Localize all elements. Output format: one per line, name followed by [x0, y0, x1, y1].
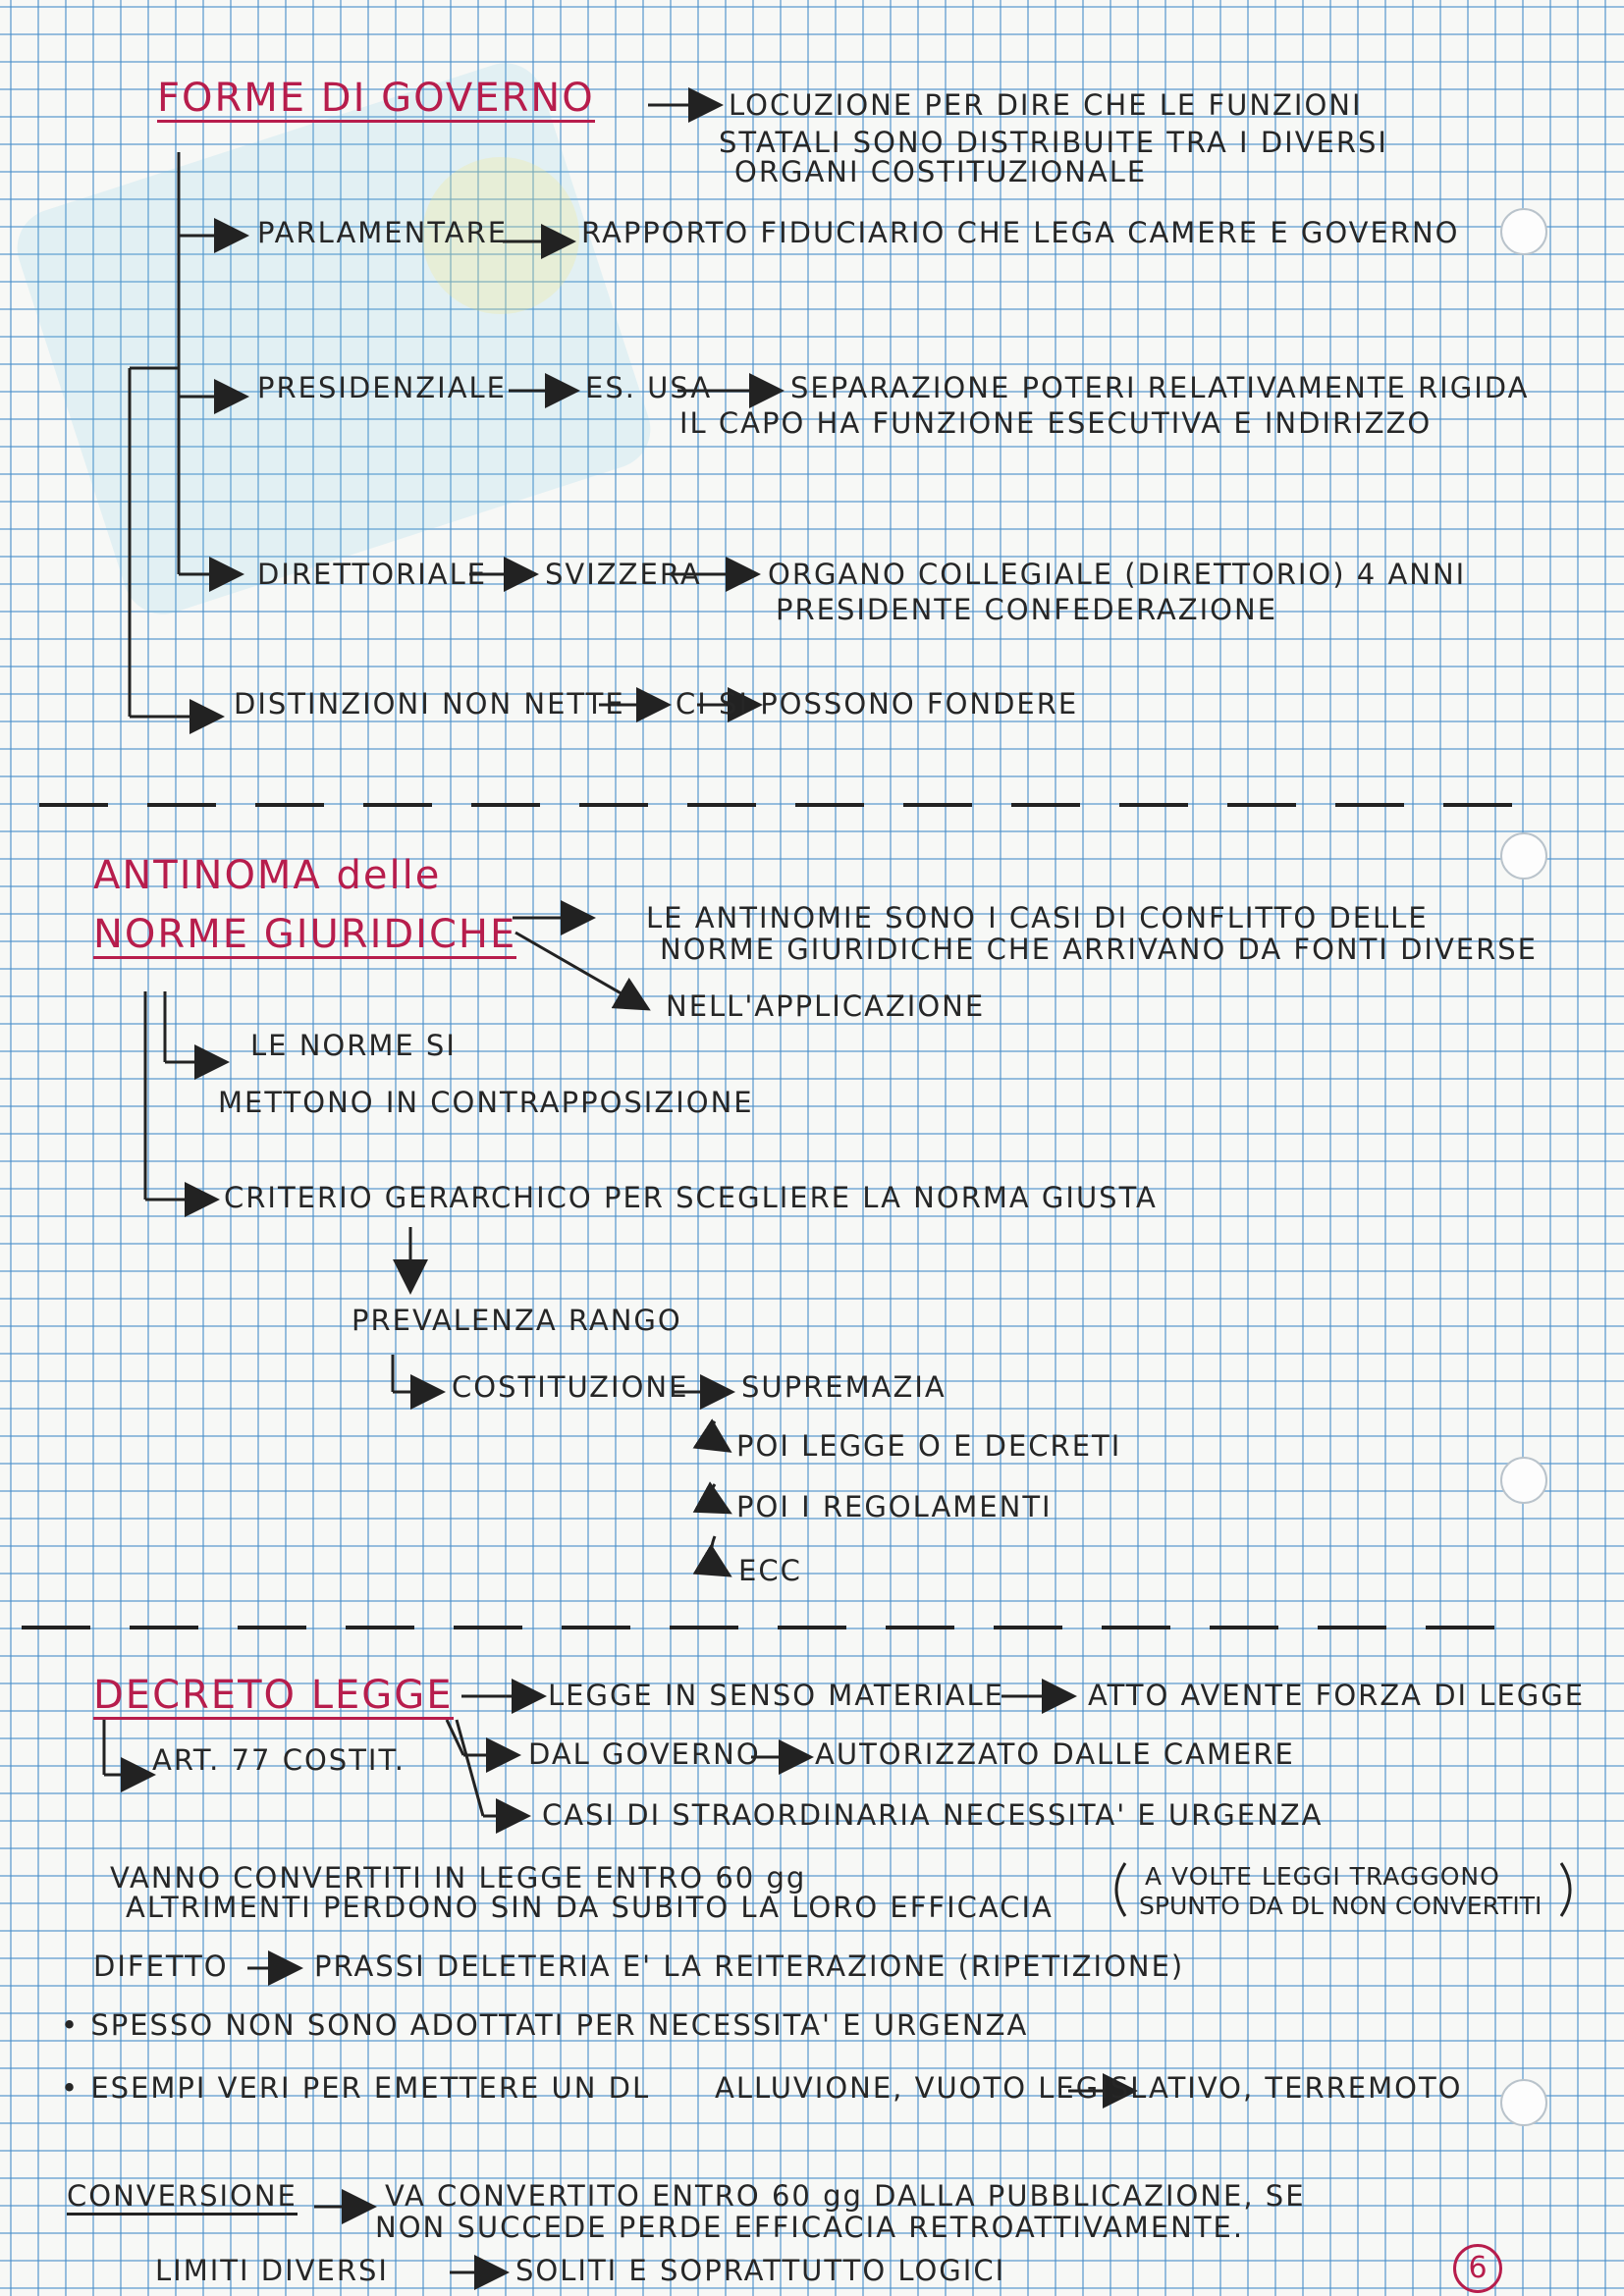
paren-note: A VOLTE LEGGI TRAGGONO — [1145, 1862, 1500, 1891]
limiti-description: SOLITI E SOPRATTUTTO LOGICI — [515, 2254, 1006, 2287]
branch-parlamentare: PARLAMENTARE — [257, 216, 509, 249]
difetto-description: PRASSI DELETERIA E' LA REITERAZIONE (RIPETIZIONE) — [314, 1949, 1185, 1983]
branch-presidenziale: PRESIDENZIALE — [257, 371, 508, 404]
branch-example: ES. USA — [585, 371, 713, 404]
section-title-norme-giuridiche: NORME GIURIDICHE — [93, 912, 517, 957]
section-title-antinoma: ANTINOMA delle — [93, 853, 442, 898]
branch-description: CI SI POSSONO FONDERE — [676, 687, 1079, 721]
article-ref: ART. 77 COSTIT. — [152, 1743, 406, 1777]
bullet-item: • ESEMPI VERI PER EMETTERE UN DL — [61, 2071, 651, 2105]
definition-line: LE ANTINOMIE SONO I CASI DI CONFLITTO DELLE — [646, 901, 1429, 934]
section-title-decreto-legge: DECRETO LEGGE — [93, 1673, 454, 1718]
rank-regolamenti: POI I REGOLAMENTI — [736, 1490, 1053, 1523]
limiti-label: LIMITI DIVERSI — [155, 2254, 389, 2287]
branch-description: PRESIDENTE CONFEDERAZIONE — [776, 593, 1278, 626]
paren-note: SPUNTO DA DL NON CONVERTITI — [1139, 1892, 1543, 1920]
definition-line: ATTO AVENTE FORZA DI LEGGE — [1088, 1679, 1586, 1712]
branch-distinzioni: DISTINZIONI NON NETTE — [234, 687, 625, 721]
difetto-label: DIFETTO — [93, 1949, 229, 1983]
branch-text: METTONO IN CONTRAPPOSIZIONE — [218, 1086, 754, 1119]
branch-description: RAPPORTO FIDUCIARIO CHE LEGA CAMERE E GOVERNO — [581, 216, 1460, 249]
definition-line: NELL'APPLICAZIONE — [666, 989, 986, 1023]
conversion-note: ALTRIMENTI PERDONO SIN DA SUBITO LA LORO EFFICACIA — [126, 1891, 1054, 1924]
conversione-label: CONVERSIONE — [67, 2181, 298, 2216]
section-title-forme-di-governo: FORME DI GOVERNO — [157, 76, 595, 121]
page-number: 6 — [1453, 2244, 1502, 2293]
definition-line: LEGGE IN SENSO MATERIALE — [548, 1679, 1004, 1712]
conversione-description: NON SUCCEDE PERDE EFFICACIA RETROATTIVAMENTE. — [375, 2211, 1245, 2244]
branch-criterio: CRITERIO GERARCHICO PER SCEGLIERE LA NORMA GIUSTA — [224, 1181, 1158, 1214]
branch-description: ORGANO COLLEGIALE (DIRETTORIO) 4 ANNI — [768, 558, 1467, 591]
branch-text: DAL GOVERNO — [528, 1737, 761, 1771]
branch-text: AUTORIZZATO DALLE CAMERE — [815, 1737, 1295, 1771]
conversione-description: VA CONVERTITO ENTRO 60 gg DALLA PUBBLICAZIONE, SE — [385, 2179, 1306, 2213]
branch-text: LE NORME SI — [250, 1029, 457, 1062]
branch-direttoriale: DIRETTORIALE — [257, 558, 488, 591]
definition-line: STATALI SONO DISTRIBUITE TRA I DIVERSI — [719, 126, 1388, 159]
prevalenza-rango: PREVALENZA RANGO — [352, 1304, 682, 1337]
branch-example: SVIZZERA — [545, 558, 702, 591]
definition-line: LOCUZIONE PER DIRE CHE LE FUNZIONI — [729, 88, 1363, 122]
rank-leggi: POI LEGGE O E DECRETI — [736, 1429, 1122, 1463]
rank-ecc: ECC — [738, 1554, 802, 1587]
branch-description: SEPARAZIONE POTERI RELATIVAMENTE RIGIDA — [790, 371, 1530, 404]
branch-text: CASI DI STRAORDINARIA NECESSITA' E URGENZA — [542, 1798, 1324, 1832]
definition-line: NORME GIURIDICHE CHE ARRIVANO DA FONTI DIVERSE — [660, 933, 1539, 966]
rank-costituzione: COSTITUZIONE — [452, 1370, 689, 1404]
bullet-description: ALLUVIONE, VUOTO LEGISLATIVO, TERREMOTO — [715, 2071, 1463, 2105]
branch-description: IL CAPO HA FUNZIONE ESECUTIVA E INDIRIZZO — [679, 406, 1433, 440]
definition-line: ORGANI COSTITUZIONALE — [734, 155, 1148, 188]
bullet-item: • SPESSO NON SONO ADOTTATI PER NECESSITA' E URGENZA — [61, 2008, 1029, 2042]
rank-supremazia: SUPREMAZIA — [741, 1370, 947, 1404]
conversion-note: VANNO CONVERTITI IN LEGGE ENTRO 60 gg — [110, 1861, 807, 1895]
